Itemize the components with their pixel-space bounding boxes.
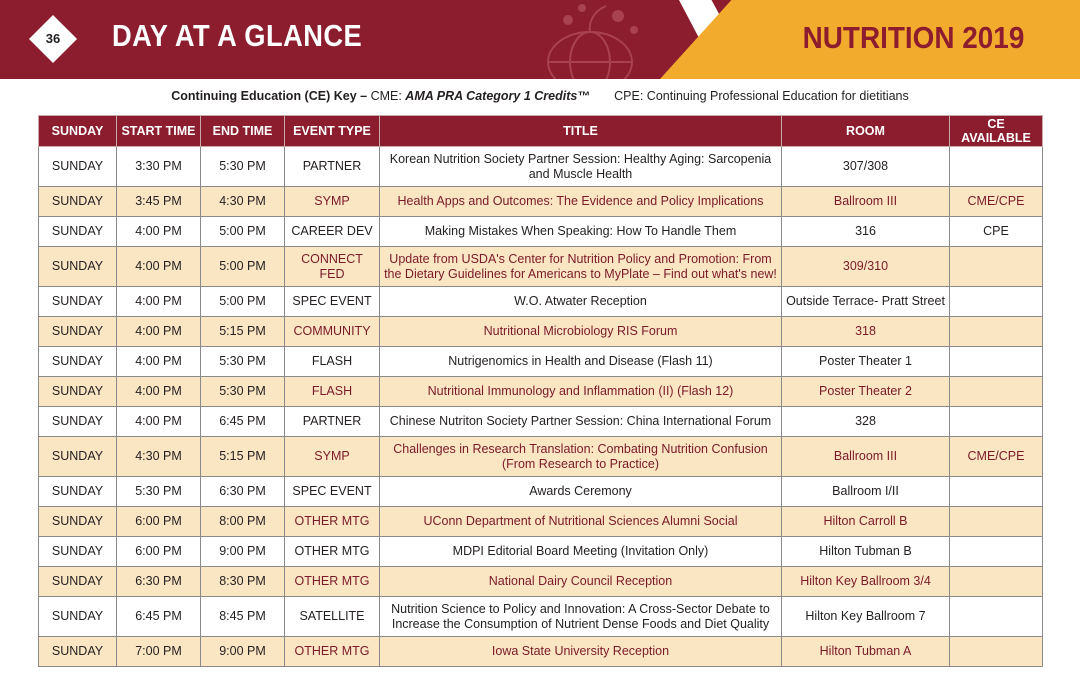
table-cell-day: SUNDAY xyxy=(39,507,117,537)
table-cell-end-time: 5:30 PM xyxy=(201,147,285,187)
table-cell-start-time: 4:00 PM xyxy=(117,347,201,377)
table-cell-title: Nutritional Immunology and Inflammation (II) (Flash 12) xyxy=(380,377,782,407)
table-cell-room: Hilton Tubman A xyxy=(782,637,950,667)
table-cell-end-time: 9:00 PM xyxy=(201,537,285,567)
table-cell-event-type: COMMUNITY xyxy=(285,317,380,347)
table-cell-end-time: 5:00 PM xyxy=(201,247,285,287)
table-row xyxy=(39,287,1043,317)
table-cell-room: 316 xyxy=(782,217,950,247)
table-cell-ce-available: CME/CPE xyxy=(950,187,1043,217)
table-cell-start-time: 6:00 PM xyxy=(117,507,201,537)
table-row xyxy=(39,187,1043,217)
table-cell-title: W.O. Atwater Reception xyxy=(380,287,782,317)
ce-key-legend xyxy=(0,89,1080,103)
table-cell-day: SUNDAY xyxy=(39,317,117,347)
table-cell-event-type: CONNECT FED xyxy=(285,247,380,287)
table-cell-end-time: 5:30 PM xyxy=(201,347,285,377)
table-cell-end-time: 5:15 PM xyxy=(201,437,285,477)
table-cell-end-time: 8:00 PM xyxy=(201,507,285,537)
table-cell-day: SUNDAY xyxy=(39,187,117,217)
table-cell-start-time: 3:45 PM xyxy=(117,187,201,217)
table-row xyxy=(39,537,1043,567)
table-cell-start-time: 6:00 PM xyxy=(117,537,201,567)
table-row xyxy=(39,437,1043,477)
table-row xyxy=(39,407,1043,437)
column-header-room: ROOM xyxy=(782,116,950,147)
apple-globe-logo-icon xyxy=(530,0,660,79)
table-cell-room: Ballroom III xyxy=(782,437,950,477)
table-cell-ce-available xyxy=(950,537,1043,567)
table-cell-end-time: 5:30 PM xyxy=(201,377,285,407)
table-cell-end-time: 5:00 PM xyxy=(201,217,285,247)
table-cell-end-time: 8:45 PM xyxy=(201,597,285,637)
table-cell-room: Hilton Key Ballroom 7 xyxy=(782,597,950,637)
table-cell-title: Making Mistakes When Speaking: How To Handle Them xyxy=(380,217,782,247)
table-cell-title: Nutritional Microbiology RIS Forum xyxy=(380,317,782,347)
table-cell-title: MDPI Editorial Board Meeting (Invitation Only) xyxy=(380,537,782,567)
ce-key-label: Continuing Education (CE) Key – xyxy=(171,89,368,103)
table-cell-ce-available xyxy=(950,347,1043,377)
table-cell-ce-available xyxy=(950,477,1043,507)
table-cell-day: SUNDAY xyxy=(39,247,117,287)
table-cell-title: Nutrition Science to Policy and Innovation: A Cross-Sector Debate to Increase the Consumption of Nutrient Dense Foods and Diet Quality xyxy=(380,597,782,637)
table-cell-event-type: SATELLITE xyxy=(285,597,380,637)
table-cell-day: SUNDAY xyxy=(39,597,117,637)
table-cell-ce-available xyxy=(950,377,1043,407)
table-cell-title: Challenges in Research Translation: Combating Nutrition Confusion (From Research to Practice) xyxy=(380,437,782,477)
table-cell-day: SUNDAY xyxy=(39,287,117,317)
table-cell-event-type: OTHER MTG xyxy=(285,567,380,597)
table-cell-day: SUNDAY xyxy=(39,147,117,187)
table-cell-room: Poster Theater 1 xyxy=(782,347,950,377)
table-cell-ce-available xyxy=(950,317,1043,347)
table-cell-title: Nutrigenomics in Health and Disease (Flash 11) xyxy=(380,347,782,377)
table-row xyxy=(39,317,1043,347)
table-cell-ce-available xyxy=(950,507,1043,537)
table-cell-event-type: SPEC EVENT xyxy=(285,477,380,507)
table-cell-start-time: 4:00 PM xyxy=(117,217,201,247)
table-cell-ce-available xyxy=(950,597,1043,637)
column-header-end-time: END TIME xyxy=(201,116,285,147)
table-cell-start-time: 3:30 PM xyxy=(117,147,201,187)
table-cell-room: Ballroom III xyxy=(782,187,950,217)
table-cell-end-time: 5:15 PM xyxy=(201,317,285,347)
table-cell-room: Hilton Carroll B xyxy=(782,507,950,537)
table-cell-start-time: 4:00 PM xyxy=(117,317,201,347)
table-header-row xyxy=(39,116,1043,147)
table-cell-day: SUNDAY xyxy=(39,477,117,507)
table-cell-end-time: 4:30 PM xyxy=(201,187,285,217)
table-cell-room: Hilton Key Ballroom 3/4 xyxy=(782,567,950,597)
page-title: DAY AT A GLANCE xyxy=(112,18,363,53)
table-row xyxy=(39,377,1043,407)
table-cell-start-time: 4:00 PM xyxy=(117,407,201,437)
table-cell-title: Iowa State University Reception xyxy=(380,637,782,667)
table-cell-room: 307/308 xyxy=(782,147,950,187)
table-cell-event-type: FLASH xyxy=(285,377,380,407)
table-cell-event-type: PARTNER xyxy=(285,147,380,187)
table-cell-event-type: OTHER MTG xyxy=(285,637,380,667)
table-cell-title: Chinese Nutriton Society Partner Session: China International Forum xyxy=(380,407,782,437)
table-cell-end-time: 5:00 PM xyxy=(201,287,285,317)
table-cell-room: Poster Theater 2 xyxy=(782,377,950,407)
table-cell-ce-available: CPE xyxy=(950,217,1043,247)
table-cell-title: Health Apps and Outcomes: The Evidence and Policy Implications xyxy=(380,187,782,217)
table-cell-ce-available xyxy=(950,147,1043,187)
schedule-body xyxy=(39,147,1043,667)
table-cell-title: Update from USDA's Center for Nutrition Policy and Promotion: From the Dietary Guidelines for Americans to MyPlate – Find out what's new! xyxy=(380,247,782,287)
table-cell-ce-available xyxy=(950,247,1043,287)
table-cell-day: SUNDAY xyxy=(39,407,117,437)
table-cell-event-type: OTHER MTG xyxy=(285,507,380,537)
table-cell-ce-available: CME/CPE xyxy=(950,437,1043,477)
table-row xyxy=(39,347,1043,377)
table-cell-day: SUNDAY xyxy=(39,217,117,247)
table-cell-event-type: FLASH xyxy=(285,347,380,377)
table-row xyxy=(39,477,1043,507)
table-row xyxy=(39,217,1043,247)
table-cell-end-time: 6:30 PM xyxy=(201,477,285,507)
table-cell-ce-available xyxy=(950,637,1043,667)
table-cell-event-type: CAREER DEV xyxy=(285,217,380,247)
table-cell-event-type: OTHER MTG xyxy=(285,537,380,567)
table-cell-event-type: SYMP xyxy=(285,437,380,477)
column-header-title: TITLE xyxy=(380,116,782,147)
table-cell-ce-available xyxy=(950,407,1043,437)
table-cell-day: SUNDAY xyxy=(39,437,117,477)
table-cell-end-time: 8:30 PM xyxy=(201,567,285,597)
table-cell-event-type: PARTNER xyxy=(285,407,380,437)
table-cell-title: UConn Department of Nutritional Sciences Alumni Social xyxy=(380,507,782,537)
conference-title: NUTRITION 2019 xyxy=(802,20,1024,55)
column-header-ce-available: CE AVAILABLE xyxy=(950,116,1043,147)
table-cell-day: SUNDAY xyxy=(39,377,117,407)
ce-key-cme-prefix: CME: xyxy=(370,89,402,103)
table-cell-title: Awards Ceremony xyxy=(380,477,782,507)
table-row xyxy=(39,597,1043,637)
table-row xyxy=(39,147,1043,187)
table-cell-start-time: 5:30 PM xyxy=(117,477,201,507)
header-banner xyxy=(0,0,1080,79)
table-cell-start-time: 6:45 PM xyxy=(117,597,201,637)
table-row xyxy=(39,567,1043,597)
table-cell-start-time: 6:30 PM xyxy=(117,567,201,597)
table-cell-title: Korean Nutrition Society Partner Session: Healthy Aging: Sarcopenia and Muscle Health xyxy=(380,147,782,187)
column-header-event-type: EVENT TYPE xyxy=(285,116,380,147)
ce-key-cpe-text: CPE: Continuing Professional Education for dietitians xyxy=(614,89,909,103)
table-cell-event-type: SPEC EVENT xyxy=(285,287,380,317)
table-row xyxy=(39,247,1043,287)
table-cell-end-time: 9:00 PM xyxy=(201,637,285,667)
table-cell-start-time: 4:00 PM xyxy=(117,247,201,287)
table-cell-day: SUNDAY xyxy=(39,537,117,567)
table-cell-room: Outside Terrace- Pratt Street xyxy=(782,287,950,317)
table-cell-event-type: SYMP xyxy=(285,187,380,217)
table-cell-ce-available xyxy=(950,287,1043,317)
schedule-table xyxy=(38,115,1043,667)
table-cell-room: 309/310 xyxy=(782,247,950,287)
table-cell-start-time: 4:00 PM xyxy=(117,377,201,407)
table-cell-day: SUNDAY xyxy=(39,347,117,377)
table-cell-room: 328 xyxy=(782,407,950,437)
table-cell-room: Ballroom I/II xyxy=(782,477,950,507)
table-cell-title: National Dairy Council Reception xyxy=(380,567,782,597)
table-cell-room: Hilton Tubman B xyxy=(782,537,950,567)
column-header-start-time: START TIME xyxy=(117,116,201,147)
ce-key-cme-text: AMA PRA Category 1 Credits™ xyxy=(405,89,590,103)
table-row xyxy=(39,507,1043,537)
page-number: 36 xyxy=(45,31,61,46)
table-cell-start-time: 7:00 PM xyxy=(117,637,201,667)
column-header-day: SUNDAY xyxy=(39,116,117,147)
table-cell-start-time: 4:00 PM xyxy=(117,287,201,317)
table-cell-day: SUNDAY xyxy=(39,637,117,667)
table-cell-room: 318 xyxy=(782,317,950,347)
table-cell-end-time: 6:45 PM xyxy=(201,407,285,437)
table-cell-day: SUNDAY xyxy=(39,567,117,597)
table-row xyxy=(39,637,1043,667)
table-cell-start-time: 4:30 PM xyxy=(117,437,201,477)
table-cell-ce-available xyxy=(950,567,1043,597)
